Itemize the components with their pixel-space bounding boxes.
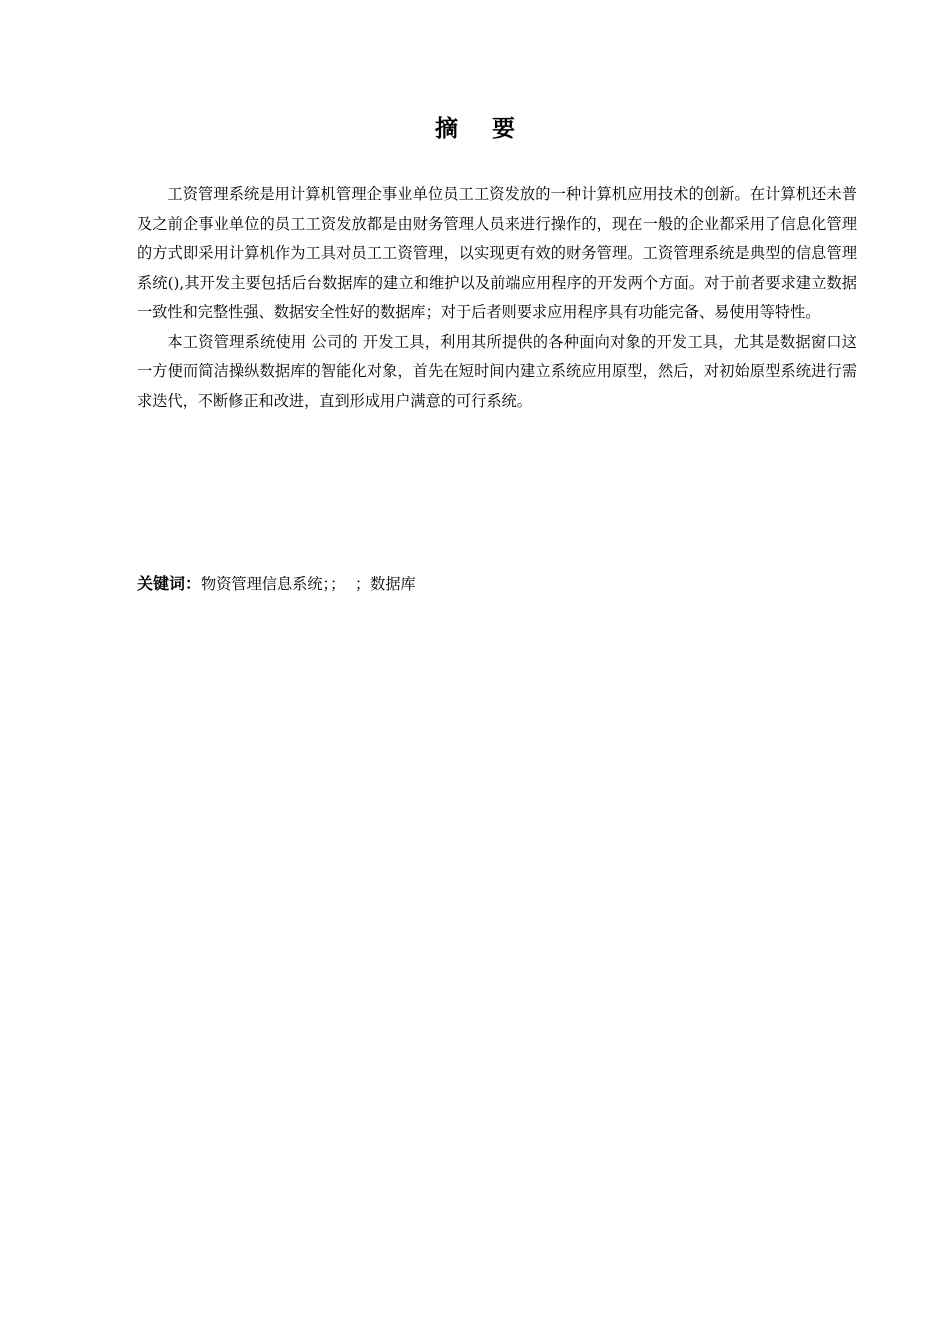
- abstract-title: [0, 112, 950, 146]
- abstract-body: [137, 180, 857, 416]
- keywords-line: [137, 569, 857, 599]
- abstract-paragraph-2: 本工资管理系统使用 公司的 开发工具，利用其所提供的各种面向对象的开发工具，尤其是数据窗口这一方便而简洁操纵数据库的智能化对象，首先在短时间内建立系统应用原型，然后，对初始原型系统进行需求迭代，不断修正和改进，直到形成用户满意的可行系统。: [137, 332, 857, 410]
- keywords-value: 物资管理信息系统；； ；数据库: [201, 575, 416, 593]
- abstract-paragraph-1: 工资管理系统是用计算机管理企事业单位员工工资发放的一种计算机应用技术的创新。在计算机还未普及之前企事业单位的员工工资发放都是由财务管理人员来进行操作的，现在一般的企业都采用了信息化管理的方式即采用计算机作为工具对员工工资管理，以实现更有效的财务管理。工资管理系统是典型的信息管理系统(),其开发主要包括后台数据库的建立和维护以及前端应用程序的开发两个方面。对于前者要求建立数据一致性和完整性强、数据安全性好的数据库；对于后者则要求应用程序具有功能完备、易使用等特性。: [137, 185, 857, 321]
- title-char-2: 要: [492, 116, 515, 142]
- title-char-1: 摘: [435, 116, 458, 142]
- keywords-label: 关键词：: [137, 574, 202, 593]
